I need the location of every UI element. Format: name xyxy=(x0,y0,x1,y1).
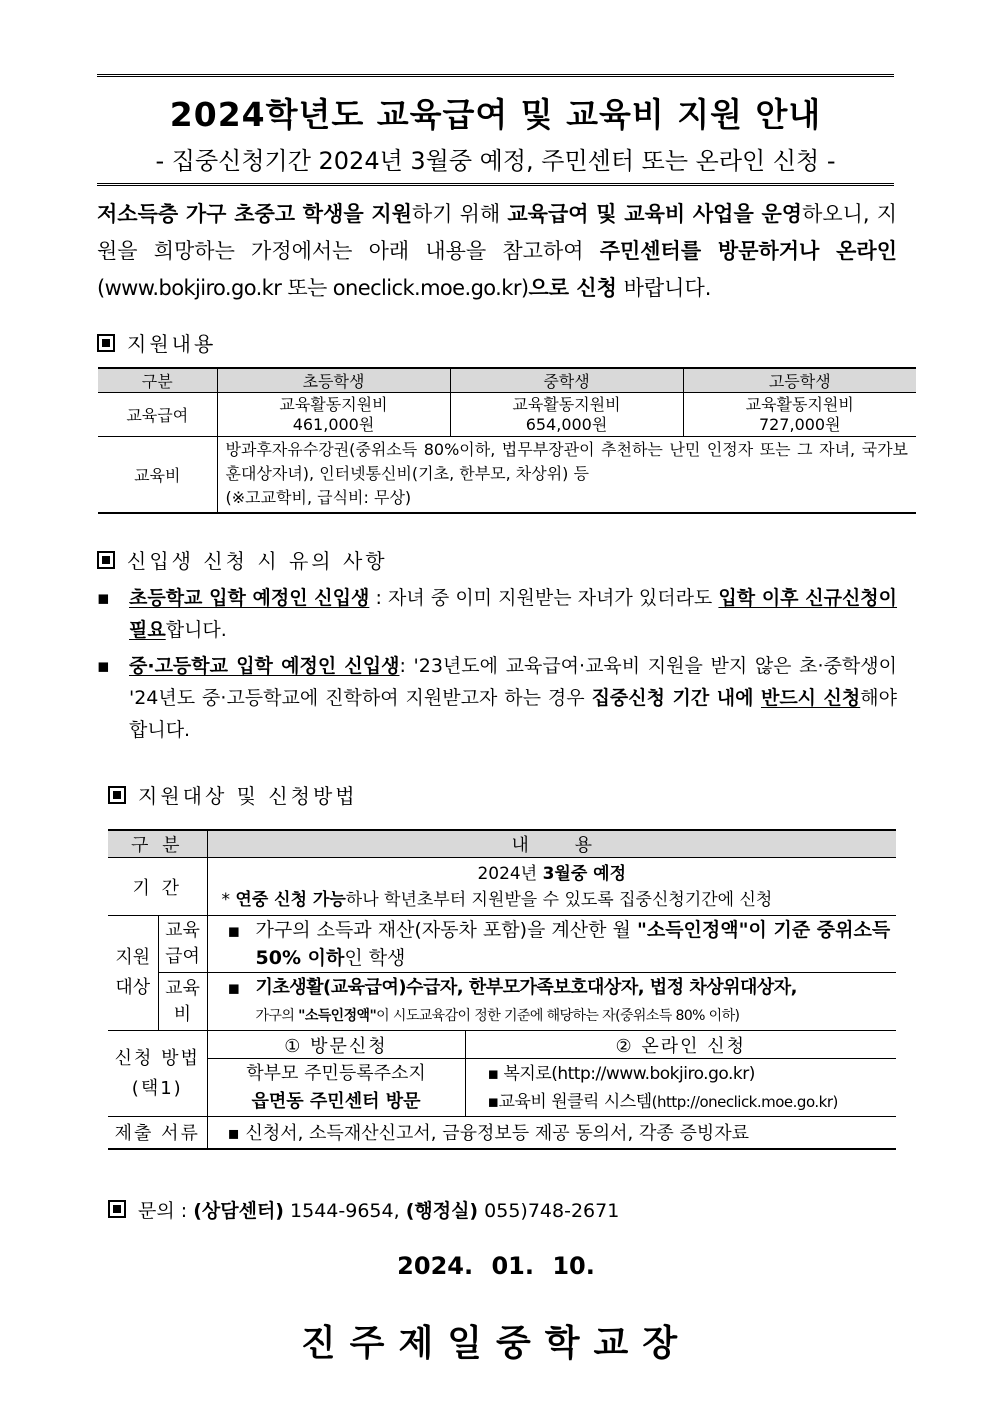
bullet-dot: ▪ xyxy=(97,587,110,609)
bullet-dot: ▪ xyxy=(227,1123,240,1145)
school-principal-signature: 진주제일중학교장 xyxy=(300,1323,692,1364)
bullet2-bold-3: 반드시 신청 xyxy=(760,687,861,709)
bullet2-bold-2: 집중신청 기간 내에 xyxy=(591,687,761,709)
square-bullet-icon xyxy=(97,334,115,352)
edu-cost-cell xyxy=(207,973,896,1031)
section-support-title: 지원내용 xyxy=(127,332,217,356)
online-oneclick: 교육비 원클릭 시스템 xyxy=(498,1091,652,1112)
cell-line: 교육활동지원비 xyxy=(512,394,621,414)
visit-line-2: 읍면동 주민센터 방문 xyxy=(251,1090,421,1112)
intro-paragraph xyxy=(97,196,897,307)
intro-bold-1: 저소득층 가구 초중고 학생을 지원 xyxy=(97,202,412,226)
online-line-1 xyxy=(488,1060,897,1088)
cell-amount: 654,000원 xyxy=(525,414,608,434)
table-row xyxy=(98,437,916,513)
edu-benefit-cell xyxy=(207,916,896,973)
list-item xyxy=(97,582,897,646)
period-bold: 3월중 예정 xyxy=(542,863,627,884)
square-bullet-icon xyxy=(108,786,126,804)
method-label: 신청 방법 (택1) xyxy=(108,1031,207,1117)
table-row xyxy=(98,393,916,437)
list-item xyxy=(97,650,897,746)
section-support-heading xyxy=(97,328,216,357)
period-line-2 xyxy=(208,887,897,913)
online-header: ② 온라인 신청 xyxy=(465,1031,896,1059)
cell-line: 교육활동지원비 xyxy=(745,394,854,414)
bullet1-text-1: : 자녀 중 이미 지원받는 자녀가 있더라도 xyxy=(369,587,719,609)
bullet2-text-2: 해야 합니다. xyxy=(129,687,897,741)
edu-benefit-bold: "소득인정액"이 기준 중위소득 50% 이하 xyxy=(255,919,891,969)
period-line-1 xyxy=(208,861,897,887)
table-cell xyxy=(450,393,683,437)
issue-date: 2024. 01. 10. xyxy=(397,1252,595,1280)
bullet-dot: ▪ xyxy=(227,977,241,999)
period-note-bold: 연중 신청 가능 xyxy=(235,889,346,910)
section-newstudent-heading xyxy=(97,545,388,574)
support-table-header xyxy=(98,368,916,393)
bullet-dot: ▪ xyxy=(227,920,241,942)
intro-text-3: (www.bokjiro.go.kr 또는 oneclick.moe.go.kr) xyxy=(97,276,529,300)
contact-center-label: (상담센터) xyxy=(193,1200,284,1222)
online-oneclick-url: (http://oneclick.moe.go.kr) xyxy=(651,1092,838,1111)
online-cell xyxy=(465,1059,896,1117)
contact-center-phone: 1544-9654, xyxy=(284,1200,406,1222)
intro-bold-3: 주민센터를 방문하거나 온라인 xyxy=(599,239,897,263)
table-header-cell: 구분 xyxy=(98,368,217,393)
row-label-edu-benefit: 교육급여 xyxy=(98,393,217,437)
edu-cost-text: 가구의 xyxy=(255,1007,299,1024)
bullet1-bold-2: 입학 이후 신규신청이 필요 xyxy=(129,587,898,641)
online-line-2 xyxy=(488,1088,897,1116)
edu-cost-text-2: 이 시도교육감이 정한 기준에 해당하는 자(중위소득 80% 이하) xyxy=(376,1007,740,1024)
table-cell xyxy=(683,393,916,437)
section-target-heading xyxy=(108,780,358,809)
row-label-edu-cost: 교육비 xyxy=(98,437,217,513)
visit-line-1: 학부모 주민등록주소지 xyxy=(246,1062,426,1084)
docs-text: 신청서, 소득재산신고서, 금융정보등 제공 동의서, 각종 증빙자료 xyxy=(245,1123,750,1145)
edu-benefit-text-2: 인 학생 xyxy=(344,947,406,969)
table-cell xyxy=(217,393,450,437)
contact-label: 문의 : xyxy=(138,1200,194,1222)
edu-cost-label: 교육 비 xyxy=(158,973,207,1031)
bullet-dot: ▪ xyxy=(487,1063,499,1084)
intro-bold-4: 으로 신청 xyxy=(528,276,617,300)
edu-benefit-text: 가구의 소득과 재산(자동차 포함)을 계산한 월 xyxy=(255,919,637,941)
bullet-dot: ▪ xyxy=(97,655,110,677)
intro-text-1: 하기 위해 xyxy=(412,202,508,226)
bullet-dot: ▪ xyxy=(487,1091,499,1112)
table-row xyxy=(108,973,896,1031)
table-header-cell: 고등학생 xyxy=(683,368,916,393)
page-title: 2024학년도 교육급여 및 교육비 지원 안내 xyxy=(169,95,822,134)
period-note-star: * xyxy=(221,889,236,910)
section-target-title: 지원대상 및 신청방법 xyxy=(138,784,358,808)
edu-benefit-label: 교육 급여 xyxy=(158,916,207,973)
table-row xyxy=(108,858,896,916)
table-row xyxy=(108,1031,896,1059)
docs-label: 제출 서류 xyxy=(108,1117,207,1149)
bullet1-bold-1: 초등학교 입학 예정인 신입생 xyxy=(129,587,370,609)
target-method-table xyxy=(108,829,896,1150)
edu-cost-bold: 기초생활(교육급여)수급자, 한부모가족보호대상자, 법정 차상위대상자, xyxy=(255,976,798,998)
cell-line: 교육활동지원비 xyxy=(279,394,388,414)
period-cell xyxy=(207,858,896,916)
square-bullet-icon xyxy=(97,551,115,569)
square-bullet-icon xyxy=(108,1200,126,1218)
edu-cost-bold-2: "소득인정액" xyxy=(298,1007,377,1024)
period-note-text: 하나 학년초부터 지원받을 수 있도록 집중신청기간에 신청 xyxy=(345,889,773,910)
visit-header: ① 방문신청 xyxy=(207,1031,465,1059)
table-row xyxy=(108,1059,896,1117)
period-label: 기 간 xyxy=(108,858,207,916)
cell-amount: 727,000원 xyxy=(758,414,841,434)
table-header-cell: 내 용 xyxy=(207,830,896,858)
cell-amount: 461,000원 xyxy=(292,414,375,434)
intro-text-2: 하오니, 지원을 희망하는 가정에서는 아래 내용을 참고하여 xyxy=(97,202,898,263)
bullet1-text-2: 합니다. xyxy=(165,619,227,641)
support-table xyxy=(98,367,916,514)
docs-cell xyxy=(207,1117,896,1149)
page-subtitle: - 집중신청기간 2024년 3월중 예정, 주민센터 또는 온라인 신청 - xyxy=(155,147,836,175)
bullet2-text-1: : '23년도에 교육급여·교육비 지원을 받지 않은 초·중학생이 '24년도 중·고등학교에 진학하여 지원받고자 하는 경우 xyxy=(129,655,897,709)
contact-line xyxy=(108,1196,619,1223)
contact-office-phone: 055)748-2671 xyxy=(478,1200,620,1222)
title-box xyxy=(97,74,894,186)
contact-office-label: (행정실) xyxy=(405,1200,479,1222)
table-header-cell: 중학생 xyxy=(450,368,683,393)
intro-text-4: 바랍니다. xyxy=(616,276,712,300)
online-bokjiro: 복지로(http://www.bokjiro.go.kr) xyxy=(503,1063,755,1084)
table-row xyxy=(108,1117,896,1149)
bullet2-bold-1: 중·고등학교 입학 예정인 신입생 xyxy=(129,655,400,677)
table-cell xyxy=(217,437,916,513)
edu-cost-desc: 방과후자유수강권(중위소득 80%이하, 법무부장관이 추천하는 난민 인정자 또는 그 자녀, 국가보훈대상자녀), 인터넷통신비(기초, 한부모, 차상위) 등 xyxy=(225,440,908,484)
table-header-cell: 초등학생 xyxy=(217,368,450,393)
target-table-header xyxy=(108,830,896,858)
edu-cost-line-2 xyxy=(256,1002,897,1030)
section-newstudent-title: 신입생 신청 시 유의 사항 xyxy=(127,549,388,573)
edu-cost-note: (※고교학비, 급식비: 무상) xyxy=(225,488,412,508)
visit-cell xyxy=(207,1059,465,1117)
intro-bold-2: 교육급여 및 교육비 사업을 운영 xyxy=(507,202,803,226)
table-row xyxy=(108,916,896,973)
target-label: 지원 대상 xyxy=(108,916,158,1031)
period-text: 2024년 xyxy=(477,863,543,884)
table-header-cell: 구 분 xyxy=(108,830,207,858)
